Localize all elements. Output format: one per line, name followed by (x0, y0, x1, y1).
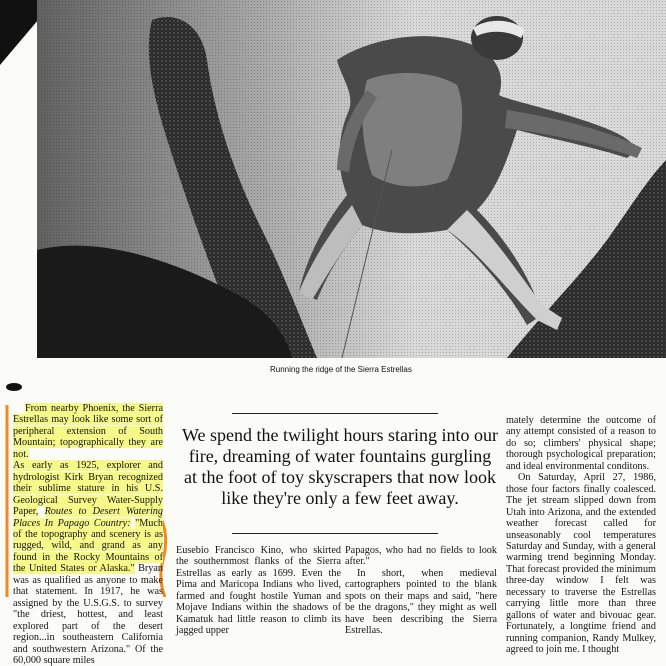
left-column (13, 403, 163, 666)
bullet-dot (6, 383, 22, 391)
right-column (506, 415, 656, 656)
right-paragraph-1: mately determine the outcome of any attempt consisted of a reason to do so; climbers' physical shape; thorough psychological preparation; and ideal environmental conditons. (506, 415, 656, 472)
pull-quote: We spend the twilight hours staring into our fire, dreaming of water fountains gurgling at the foot of toy skyscrapers that now look like they're only a few feet away. (181, 425, 498, 508)
highlighted-text: From nearby Phoenix, the Sierra Estrellas may look like some sort of peripheral extension of South Mountain; topographically they are not. (13, 403, 163, 460)
middle-paragraph-2: In short, when medieval cartographers pointed to the blank spots on their maps and said, "here be the dragons," they might as well have been describing the Sierra Estrellas. (345, 567, 497, 637)
highlighted-text: As early as 1925, explorer and hydrologist Kirk Bryan recognized their sublime stature in his U.S. Geological Survey Water-Supply Paper, (13, 460, 163, 518)
pull-quote-top-rule (232, 413, 438, 414)
book-title: Routes to Desert Watering Places In Papago Country: (13, 506, 163, 529)
middle-column-1 (176, 545, 341, 637)
climber-photograph (37, 0, 666, 358)
pull-quote-bottom-rule (232, 533, 438, 534)
right-paragraph-2: On Saturday, April 27, 1986, those four factors finally coalesced. The jet stream slipped down from Utah into Arizona, and the extended weather forecast called for unseasonably cool temperatures Saturday and Sunday, with a general warming trend beginning Monday. That forecast provided the minimum three-day window I felt was necessary to traverse the Estrellas carrying little more than three gallons of water and bivouac gear. Fortunately, a longtime friend and running companion, Randy Mulkey, agreed to join me. I thought (506, 472, 656, 656)
orange-marker-line (4, 405, 10, 597)
photo-caption: Running the ridge of the Sierra Estrellas (270, 365, 412, 374)
left-paragraph-1 (13, 403, 163, 460)
middle-paragraph-1: Papagos, who had no fields to look after." (345, 545, 497, 568)
quote-text: "Much of the topography and scenery is as rugged, wild, and grand as any found in the Rocky Mountains of the United States or Alaska." (13, 517, 163, 575)
middle-paragraph: Eusebio Francisco Kino, who skirted the southernmost flanks of the Sierra Estrellas as early as 1699. Even the Pima and Maricopa Indians who lived, farmed and fought hostile Yuman and Mojave Indians within the shadows of Kamatuk had little reason to climb its jagged upper (176, 545, 341, 637)
middle-column-2 (345, 545, 497, 637)
left-paragraph-2 (13, 460, 163, 666)
paragraph-continuation: Bryan was as qualified as anyone to make that statement. In 1917, he was assigned by the U.S.G.S. to survey "the driest, hottest, and least explored part of the desert region...in southeastern California and southwestern Arizona." Of the 60,000 square miles (13, 563, 163, 666)
